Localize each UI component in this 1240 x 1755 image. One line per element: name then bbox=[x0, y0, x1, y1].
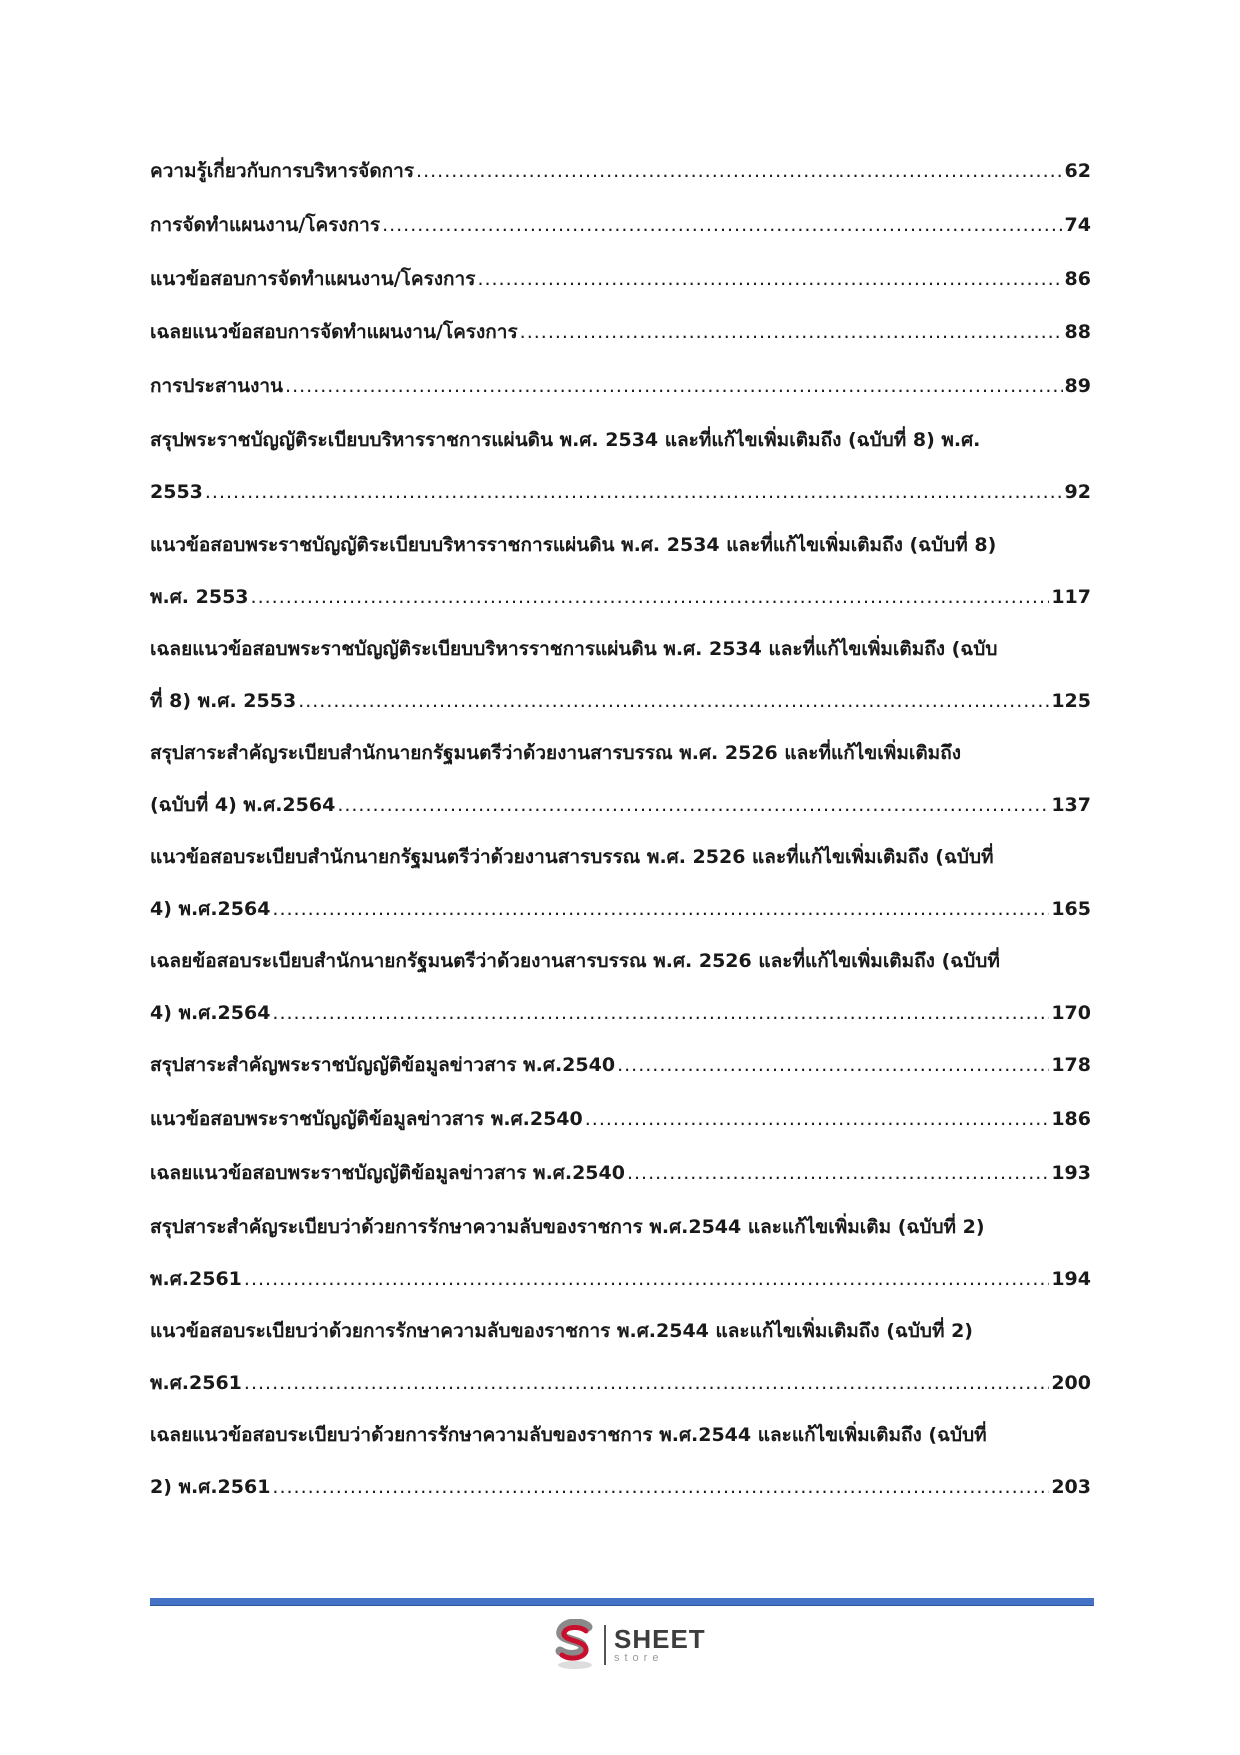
toc-entry[interactable] bbox=[150, 199, 1091, 251]
toc-entry-title: ความรู้เกี่ยวกับการบริหารจัดการ bbox=[150, 160, 415, 182]
toc-entry-title: ที่ 8) พ.ศ. 2553 bbox=[150, 690, 297, 712]
toc-leader-dots bbox=[416, 145, 1063, 197]
toc-leader-dots bbox=[585, 1093, 1050, 1145]
toc-leader-dots bbox=[272, 1461, 1049, 1513]
toc-entry-title: 4) พ.ศ.2564 bbox=[150, 898, 271, 920]
toc-entry-title: การประสานงาน bbox=[150, 375, 284, 397]
toc-entry[interactable] bbox=[150, 831, 1091, 935]
toc-page-number: 74 bbox=[1064, 214, 1091, 236]
toc-entry-title-line: สรุปสาระสำคัญระเบียบว่าด้วยการรักษาความลับของราชการ พ.ศ.2544 และแก้ไขเพิ่มเติม (ฉบับที่ 2) bbox=[150, 1216, 985, 1238]
toc-page-number: 194 bbox=[1051, 1268, 1091, 1290]
toc-leader-dots bbox=[251, 571, 1050, 623]
toc-page-number: 92 bbox=[1064, 481, 1091, 503]
toc-entry[interactable] bbox=[150, 1039, 1091, 1091]
toc-page-number: 203 bbox=[1051, 1476, 1091, 1498]
toc-entry-title: 4) พ.ศ.2564 bbox=[150, 1002, 271, 1024]
sheet-store-logo-icon bbox=[552, 1619, 598, 1671]
toc-entry-title: แนวข้อสอบพระราชบัญญัติข้อมูลข่าวสาร พ.ศ.2540 bbox=[150, 1108, 583, 1130]
toc-page-number: 137 bbox=[1051, 794, 1091, 816]
toc-leader-dots bbox=[272, 883, 1049, 935]
toc-entry-title: สรุปสาระสำคัญพระราชบัญญัติข้อมูลข่าวสาร พ.ศ.2540 bbox=[150, 1054, 616, 1076]
toc-entry-title-line: แนวข้อสอบระเบียบสำนักนายกรัฐมนตรีว่าด้วยงานสารบรรณ พ.ศ. 2526 และที่แก้ไขเพิ่มเติมถึง (ฉบับที่ bbox=[150, 846, 994, 868]
toc-leader-dots bbox=[244, 1253, 1049, 1305]
toc-entry-title: พ.ศ.2561 bbox=[150, 1268, 242, 1290]
toc-entry-title-line: แนวข้อสอบระเบียบว่าด้วยการรักษาความลับของราชการ พ.ศ.2544 และแก้ไขเพิ่มเติมถึง (ฉบับที่ 2) bbox=[150, 1320, 973, 1342]
toc-page-number: 86 bbox=[1064, 268, 1091, 290]
toc-entry[interactable] bbox=[150, 519, 1091, 623]
toc-page-number: 193 bbox=[1051, 1162, 1091, 1184]
toc-leader-dots bbox=[617, 1039, 1049, 1091]
toc-page-number: 200 bbox=[1051, 1372, 1091, 1394]
toc-page-number: 186 bbox=[1051, 1108, 1091, 1130]
toc-leader-dots bbox=[298, 675, 1049, 727]
toc-entry-title: (ฉบับที่ 4) พ.ศ.2564 bbox=[150, 794, 336, 816]
toc-leader-dots bbox=[285, 360, 1063, 412]
toc-entry[interactable] bbox=[150, 1147, 1091, 1199]
toc-page-number: 89 bbox=[1064, 375, 1091, 397]
toc-entry[interactable] bbox=[150, 1201, 1091, 1305]
toc-leader-dots bbox=[627, 1147, 1049, 1199]
toc-page-number: 88 bbox=[1064, 321, 1091, 343]
toc-entry-title-line: แนวข้อสอบพระราชบัญญัติระเบียบบริหารราชการแผ่นดิน พ.ศ. 2534 และที่แก้ไขเพิ่มเติมถึง (ฉบับที่ 8) bbox=[150, 534, 997, 556]
toc-entry-title: แนวข้อสอบการจัดทำแผนงาน/โครงการ bbox=[150, 268, 476, 290]
toc-entry-title-line: เฉลยข้อสอบระเบียบสำนักนายกรัฐมนตรีว่าด้วยงานสารบรรณ พ.ศ. 2526 และที่แก้ไขเพิ่มเติมถึง (ฉบับที่ bbox=[150, 950, 1000, 972]
toc-entry-title: เฉลยแนวข้อสอบพระราชบัญญัติข้อมูลข่าวสาร พ.ศ.2540 bbox=[150, 1162, 625, 1184]
toc-entry-title: การจัดทำแผนงาน/โครงการ bbox=[150, 214, 381, 236]
toc-page-number: 170 bbox=[1051, 1002, 1091, 1024]
toc-leader-dots bbox=[337, 779, 1049, 831]
toc-page-number: 178 bbox=[1051, 1054, 1091, 1076]
toc-entry-title-line: สรุปพระราชบัญญัติระเบียบบริหารราชการแผ่นดิน พ.ศ. 2534 และที่แก้ไขเพิ่มเติมถึง (ฉบับที่ 8) พ.ศ. bbox=[150, 429, 981, 451]
toc-leader-dots bbox=[477, 253, 1062, 305]
toc-entry-title: 2553 bbox=[150, 481, 203, 503]
toc-leader-dots bbox=[520, 306, 1063, 358]
toc-entry[interactable] bbox=[150, 1409, 1091, 1513]
logo-word: SHEET bbox=[614, 1624, 706, 1654]
toc-entry[interactable] bbox=[150, 1093, 1091, 1145]
toc-page-number: 125 bbox=[1051, 690, 1091, 712]
toc-entry[interactable] bbox=[150, 727, 1091, 831]
logo-text bbox=[614, 1626, 706, 1664]
toc-entry[interactable] bbox=[150, 414, 1091, 518]
toc-page-number: 165 bbox=[1051, 898, 1091, 920]
toc-entry-title: เฉลยแนวข้อสอบการจัดทำแผนงาน/โครงการ bbox=[150, 321, 518, 343]
toc-page-number: 62 bbox=[1064, 160, 1091, 182]
toc-entry[interactable] bbox=[150, 306, 1091, 358]
toc-entry-title: พ.ศ. 2553 bbox=[150, 586, 249, 608]
toc-entry[interactable] bbox=[150, 253, 1091, 305]
toc-entry-title: พ.ศ.2561 bbox=[150, 1372, 242, 1394]
toc-entry-title-line: เฉลยแนวข้อสอบพระราชบัญญัติระเบียบบริหารราชการแผ่นดิน พ.ศ. 2534 และที่แก้ไขเพิ่มเติมถึง (ฉบับ bbox=[150, 638, 998, 660]
toc-entry[interactable] bbox=[150, 1305, 1091, 1409]
toc-entry[interactable] bbox=[150, 145, 1091, 197]
sheet-store-logo bbox=[552, 1617, 712, 1673]
toc-entry[interactable] bbox=[150, 623, 1091, 727]
footer-divider-bar bbox=[150, 1598, 1094, 1606]
toc-entry-title-line: เฉลยแนวข้อสอบระเบียบว่าด้วยการรักษาความลับของราชการ พ.ศ.2544 และแก้ไขเพิ่มเติมถึง (ฉบับที่ bbox=[150, 1424, 987, 1446]
toc-leader-dots bbox=[382, 199, 1062, 251]
toc-entry[interactable] bbox=[150, 935, 1091, 1039]
toc-leader-dots bbox=[205, 466, 1063, 518]
logo-divider bbox=[604, 1625, 606, 1665]
toc-entry[interactable] bbox=[150, 360, 1091, 412]
toc-entry-title: 2) พ.ศ.2561 bbox=[150, 1476, 271, 1498]
toc-leader-dots bbox=[272, 987, 1049, 1039]
toc-entry-title-line: สรุปสาระสำคัญระเบียบสำนักนายกรัฐมนตรีว่าด้วยงานสารบรรณ พ.ศ. 2526 และที่แก้ไขเพิ่มเติมถึง bbox=[150, 742, 961, 764]
toc-leader-dots bbox=[244, 1357, 1049, 1409]
logo-subtitle: store bbox=[614, 1652, 664, 1664]
toc-page-number: 117 bbox=[1051, 586, 1091, 608]
